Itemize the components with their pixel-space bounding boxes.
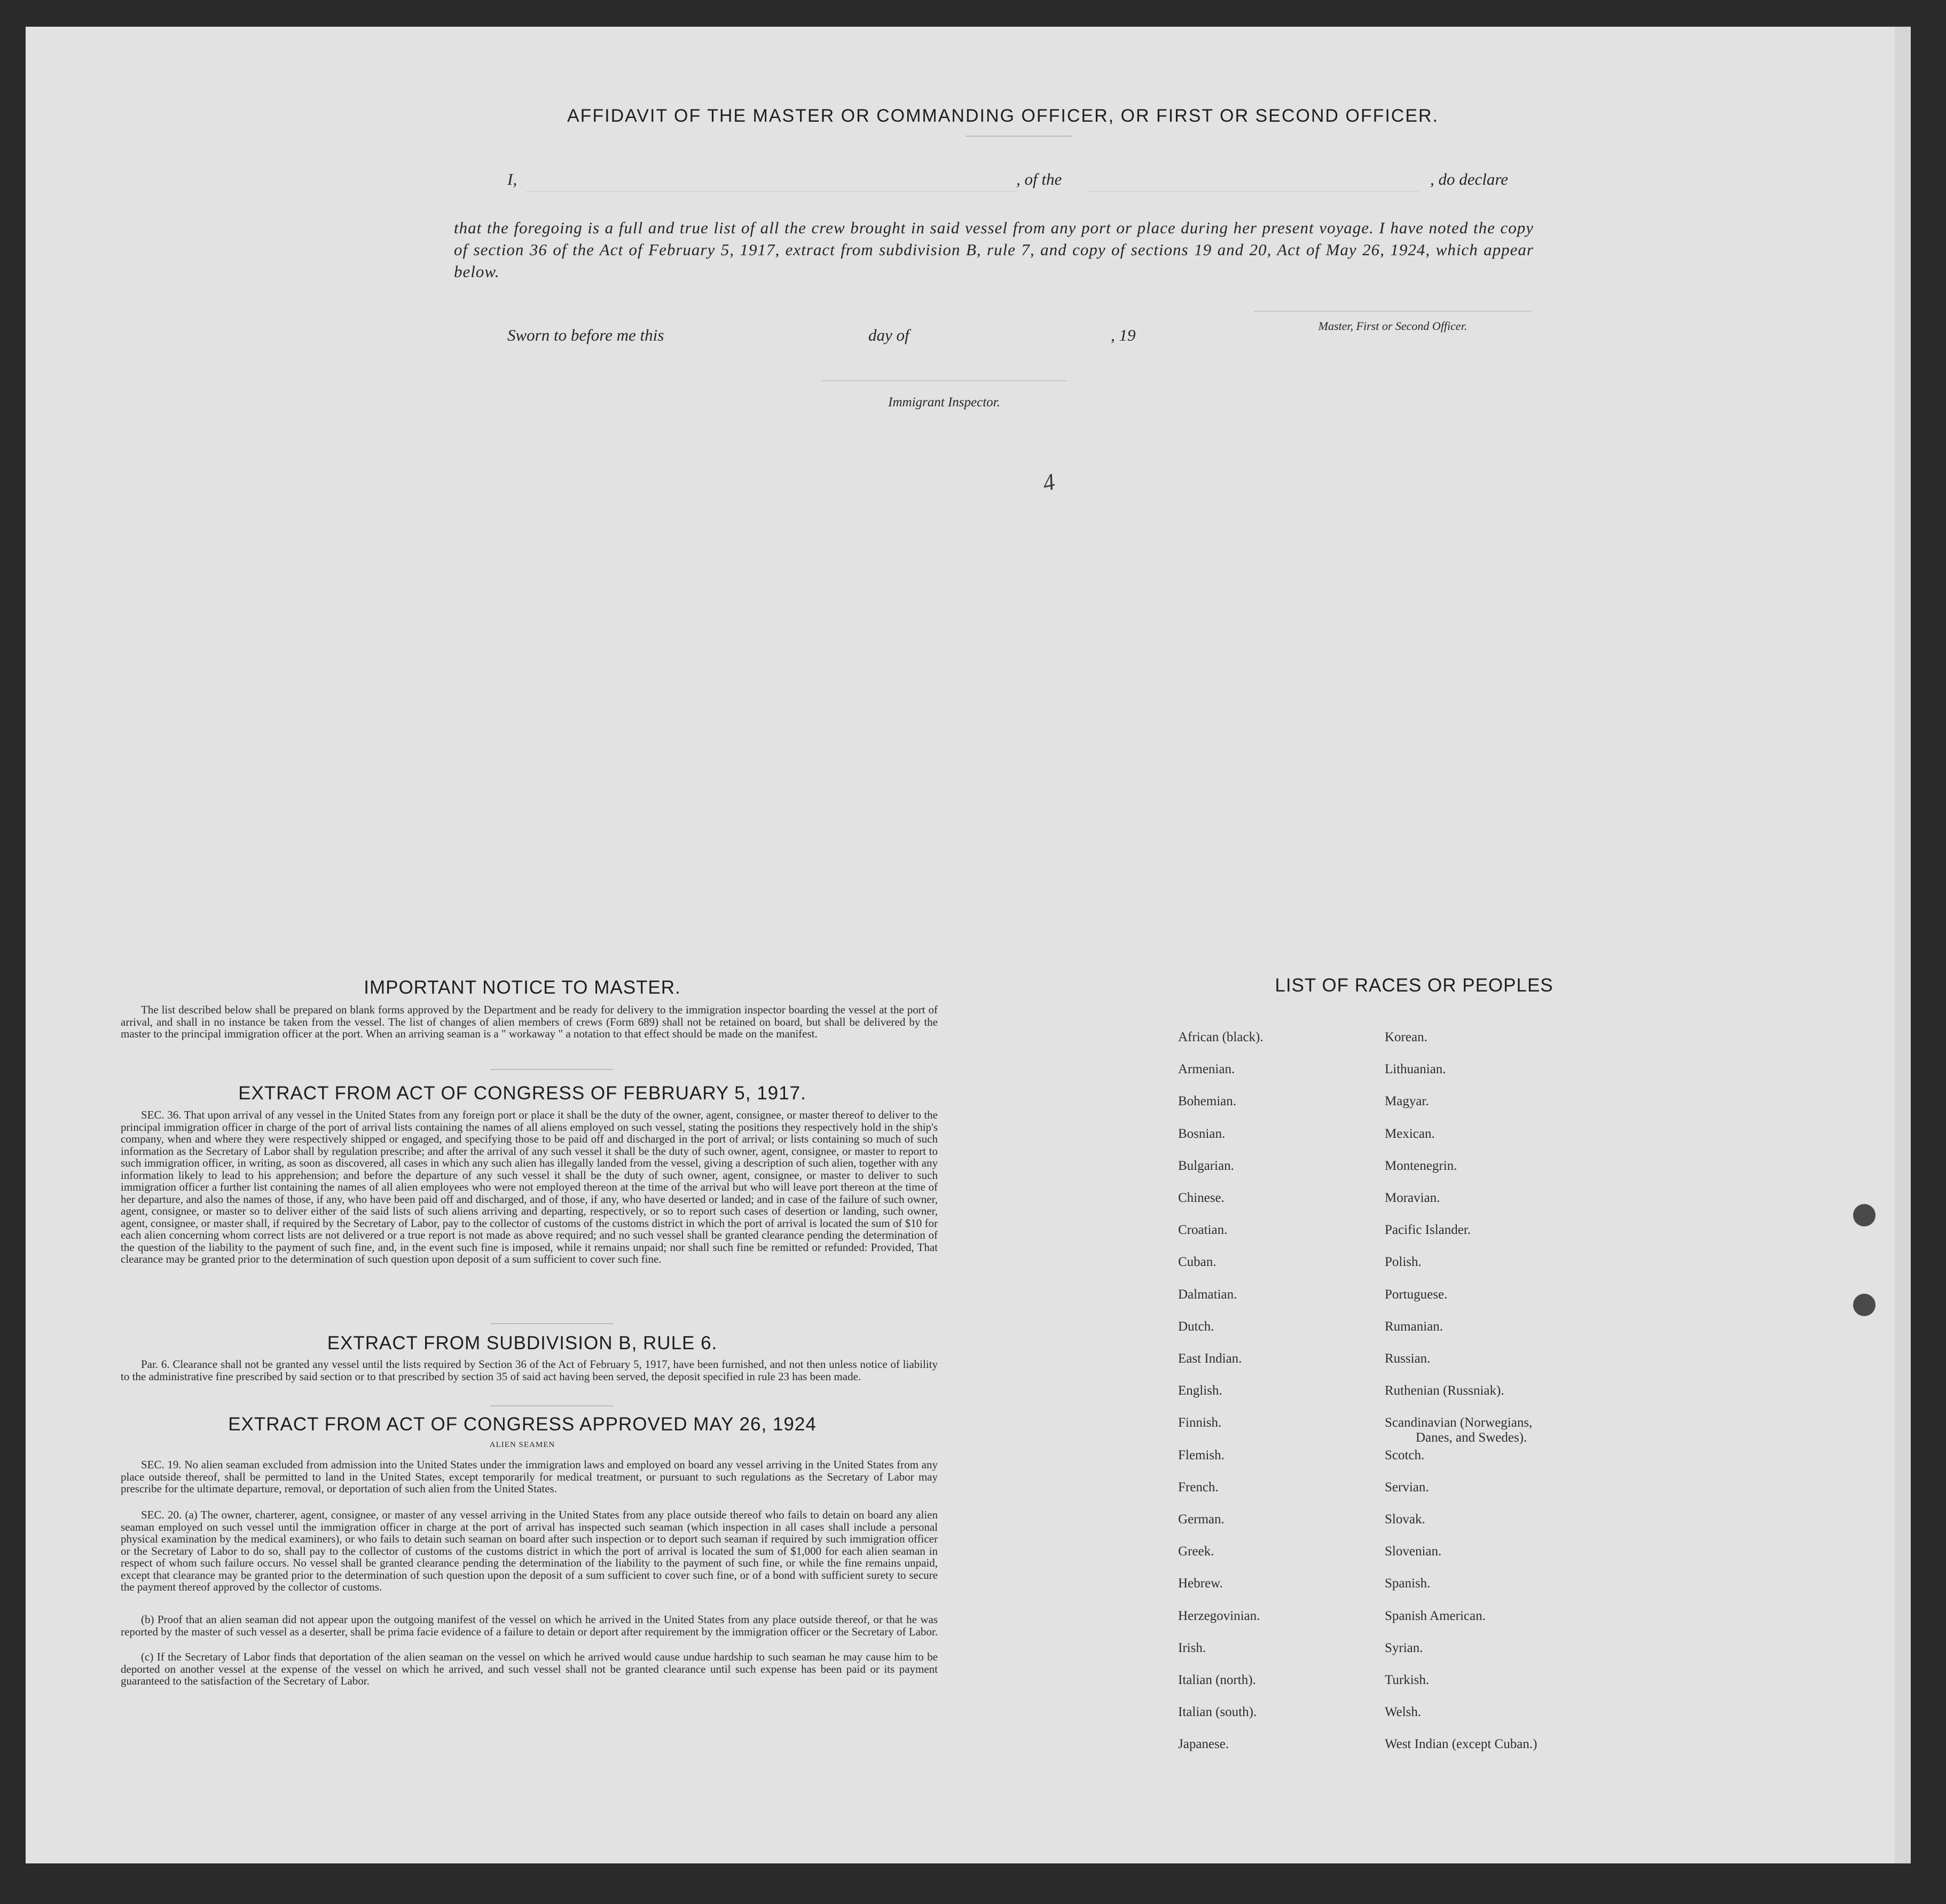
race-item: Irish. xyxy=(1178,1640,1206,1655)
race-item: Scandinavian (Norwegians, xyxy=(1385,1415,1533,1430)
race-item: Servian. xyxy=(1385,1480,1429,1494)
day-of-text: day of xyxy=(868,326,909,344)
race-item: Slovak. xyxy=(1385,1512,1425,1527)
race-item: Mexican. xyxy=(1385,1126,1435,1141)
race-item: Spanish. xyxy=(1385,1576,1431,1591)
page-edge xyxy=(1895,27,1911,1863)
title-divider xyxy=(966,136,1072,137)
affidavit-declare: , do declare xyxy=(1430,170,1509,188)
race-item: Danes, and Swedes). xyxy=(1416,1430,1527,1445)
notice-title: IMPORTANT NOTICE TO MASTER. xyxy=(364,977,681,998)
rule6-title: EXTRACT FROM SUBDIVISION B, RULE 6. xyxy=(327,1333,718,1354)
race-item: Rumanian. xyxy=(1385,1319,1443,1334)
punch-hole xyxy=(1853,1294,1876,1316)
race-item: Syrian. xyxy=(1385,1640,1423,1655)
race-item: African (black). xyxy=(1178,1030,1264,1044)
race-item: Hebrew. xyxy=(1178,1576,1223,1591)
signature-label: Master, First or Second Officer. xyxy=(1318,319,1468,333)
race-item: Scotch. xyxy=(1385,1447,1425,1462)
race-item: Korean. xyxy=(1385,1030,1427,1044)
vessel-blank[interactable] xyxy=(1088,177,1419,192)
document-page xyxy=(26,27,1911,1863)
races-title: LIST OF RACES OR PEOPLES xyxy=(1275,975,1553,996)
race-item: Croatian. xyxy=(1178,1223,1228,1238)
notice-text: The list described below shall be prepared on blank forms approved by the Department and be ready for delivery to the immigration inspector boarding the vessel at the port of arrival, and shall in no instance be taken from the vessel. The list of changes of alien members of crews (Form 689) shall not be retained on board, but shall be delivered by the master to the principal immigration officer at the port. When an arriving seaman is a " workaway " a notation to that effect should be made on the manifest. xyxy=(121,1003,938,1040)
race-item: Japanese. xyxy=(1178,1737,1229,1752)
race-item: Cuban. xyxy=(1178,1255,1217,1270)
extract-1917-divider xyxy=(490,1323,613,1324)
rule6-divider xyxy=(490,1405,613,1406)
extract-1924-title: EXTRACT FROM ACT OF CONGRESS APPROVED MAY 26, 1924 xyxy=(228,1414,817,1435)
race-item: Moravian. xyxy=(1385,1191,1440,1205)
race-item: East Indian. xyxy=(1178,1351,1242,1366)
inspector-label: Immigrant Inspector. xyxy=(888,395,1000,410)
affidavit-i: I, xyxy=(507,170,517,188)
race-item: Russian. xyxy=(1385,1351,1431,1366)
name-blank[interactable] xyxy=(527,177,1018,192)
race-item: Bohemian. xyxy=(1178,1094,1237,1109)
race-item: Magyar. xyxy=(1385,1094,1429,1109)
notice-divider xyxy=(490,1069,613,1070)
extract-1917-text: SEC. 36. That upon arrival of any vessel in the United States from any foreign port or place it shall be the duty of the owner, agent, consignee, or master thereof to deliver to the principal immigration officer in charge of the port of arrival lists containing the names of all aliens employed on such vessel, stating the positions they respectively hold in the ship's company, when and where they were respectively shipped or engaged, and specifying those to be paid off and discharged in the port of arrival; or lists containing so much of such information as the Secretary of Labor shall by regulation prescribe; and after the arrival of any such vessel it shall be the duty of such owner, agent, consignee, or master to report to such immigration officer, in writing, as soon as discovered, all cases in which any such alien has illegally landed from the vessel, giving a description of such alien, together with any information likely to lead to his apprehension; and before the departure of any such vessel it shall be the duty of such owner, agent, consignee, or master to deliver to such immigration officer a further list containing the names of all alien employees who were not employed thereon at the time of the arrival but who will leave port thereon at the time of her departure, and also the names of those, if any, who have been paid off and discharged, and of those, if any, who have deserted or landed; and in case of the failure of such owner, agent, consignee, or master so to deliver either of the said lists of such aliens arriving and departing, respectively, or so to report such cases of desertion or landing, such owner, agent, consignee, or master shall, if required by the Secretary of Labor, pay to the collector of customs of the customs district in which the port of arrival is located the sum of $10 for each alien concerning whom correct lists are not delivered or a true report is not made as above required; and no such vessel shall be granted clearance pending the determination of the question of the liability to the payment of such fine, and, in the event such fine is imposed, while it remains unpaid; nor shall such fine be remitted or refunded: Provided, That clearance may be granted prior to the determination of such question upon deposit of a sum sufficient to cover such fine. xyxy=(121,1108,938,1265)
race-item: Italian (north). xyxy=(1178,1673,1256,1687)
race-item: Turkish. xyxy=(1385,1673,1430,1687)
punch-hole xyxy=(1853,1204,1876,1226)
race-item: Dutch. xyxy=(1178,1319,1214,1334)
race-item: Finnish. xyxy=(1178,1415,1222,1430)
race-item: Dalmatian. xyxy=(1178,1287,1237,1302)
signature-line[interactable] xyxy=(1254,311,1532,312)
race-item: Bulgarian. xyxy=(1178,1158,1234,1173)
race-item: West Indian (except Cuban.) xyxy=(1385,1737,1537,1752)
race-item: Armenian. xyxy=(1178,1062,1235,1077)
race-item: Portuguese. xyxy=(1385,1287,1448,1302)
race-item: English. xyxy=(1178,1383,1222,1398)
race-item: Flemish. xyxy=(1178,1447,1225,1462)
race-item: Ruthenian (Russniak). xyxy=(1385,1383,1504,1398)
race-item: Greek. xyxy=(1178,1544,1214,1559)
inspector-line[interactable] xyxy=(821,380,1067,381)
race-item: Spanish American. xyxy=(1385,1608,1486,1623)
race-item: Pacific Islander. xyxy=(1385,1223,1471,1238)
race-item: Bosnian. xyxy=(1178,1126,1226,1141)
race-item: Montenegrin. xyxy=(1385,1158,1457,1173)
alien-seamen-subtitle: ALIEN SEAMEN xyxy=(489,1441,555,1449)
race-item: Lithuanian. xyxy=(1385,1062,1446,1077)
handwritten-mark: 4 xyxy=(1040,468,1057,497)
affidavit-body: that the foregoing is a full and true list of all the crew brought in said vessel from any port or place during her present voyage. I have noted the copy of section 36 of the Act of February 5, 1917, extract from subdivision B, rule 7, and copy of sections 19 and 20, Act of May 26, 1924, which appear below. xyxy=(454,218,1534,281)
race-item: Slovenian. xyxy=(1385,1544,1442,1559)
sec-19-text: SEC. 19. No alien seaman excluded from admission into the United States under the immigration laws and employed on board any vessel arriving in the United States from any place outside thereof, shall be permitted to land in the United States, except temporarily for medical treatment, or pursuant to such regulations as the Secretary of Labor may prescribe for the ultimate departure, removal, or deportation of such alien from the United States. xyxy=(121,1458,938,1495)
affidavit-title: AFFIDAVIT OF THE MASTER OR COMMANDING OFFICER, OR FIRST OR SECOND OFFICER. xyxy=(567,106,1439,126)
race-item: Italian (south). xyxy=(1178,1705,1257,1720)
sworn-text: Sworn to before me this xyxy=(507,326,664,344)
sec-20c-text: (c) If the Secretary of Labor finds that deportation of the alien seaman on the vessel on which he arrived would cause undue hardship to such seaman he may cause him to be deported on another vessel at the expense of the vessel on which he arrived, and such vessel shall not be granted clearance until such expense has been paid or its payment guaranteed to the satisfaction of the Secretary of Labor. xyxy=(121,1650,938,1687)
extract-1917-title: EXTRACT FROM ACT OF CONGRESS OF FEBRUARY 5, 1917. xyxy=(238,1083,806,1104)
race-item: Welsh. xyxy=(1385,1705,1422,1720)
rule6-text: Par. 6. Clearance shall not be granted any vessel until the lists required by Section 36 of the Act of February 5, 1917, have been furnished, and not then unless notice of liability to the administrative fine prescribed by said section or to that prescribed by section 35 of said act having been served, the deposit specified in rule 23 has been made. xyxy=(121,1358,938,1383)
affidavit-of-the: , of the xyxy=(1016,170,1062,188)
year-text: , 19 xyxy=(1111,326,1136,344)
race-item: German. xyxy=(1178,1512,1225,1527)
race-item: Polish. xyxy=(1385,1255,1422,1270)
sec-20b-text: (b) Proof that an alien seaman did not appear upon the outgoing manifest of the vessel on which he arrived in the United States from any place outside thereof, or that he was reported by the master of such vessel as a deserter, shall be prima facie evidence of a failure to detain or deport after requirement by the immigration officer or the Secretary of Labor. xyxy=(121,1613,938,1638)
race-item: Chinese. xyxy=(1178,1191,1225,1205)
race-item: Herzegovinian. xyxy=(1178,1608,1260,1623)
sec-20a-text: SEC. 20. (a) The owner, charterer, agent, consignee, or master of any vessel arriving in the United States from any place outside thereof who fails to detain on board any alien seaman employed on such vessel until the immigration officer in charge at the port of arrival has inspected such seaman (which inspection in all cases shall include a personal physical examination by the medical examiners), or who fails to detain such seaman on board after such inspection or to deport such seaman if required by such immigration officer or the Secretary of Labor to do so, shall pay to the collector of customs of the customs district in which the port of arrival is located the sum of $1,000 for each alien seaman in respect of whom such failure occurs. No vessel shall be granted clearance pending the determination of the liability to the payment of such fine, or while the fine remains unpaid, except that clearance may be granted prior to the determination of such question upon the deposit of a sum sufficient to cover such fine, or of a bond with sufficient surety to secure the payment thereof approved by the collector of customs. xyxy=(121,1508,938,1593)
race-item: French. xyxy=(1178,1480,1219,1494)
